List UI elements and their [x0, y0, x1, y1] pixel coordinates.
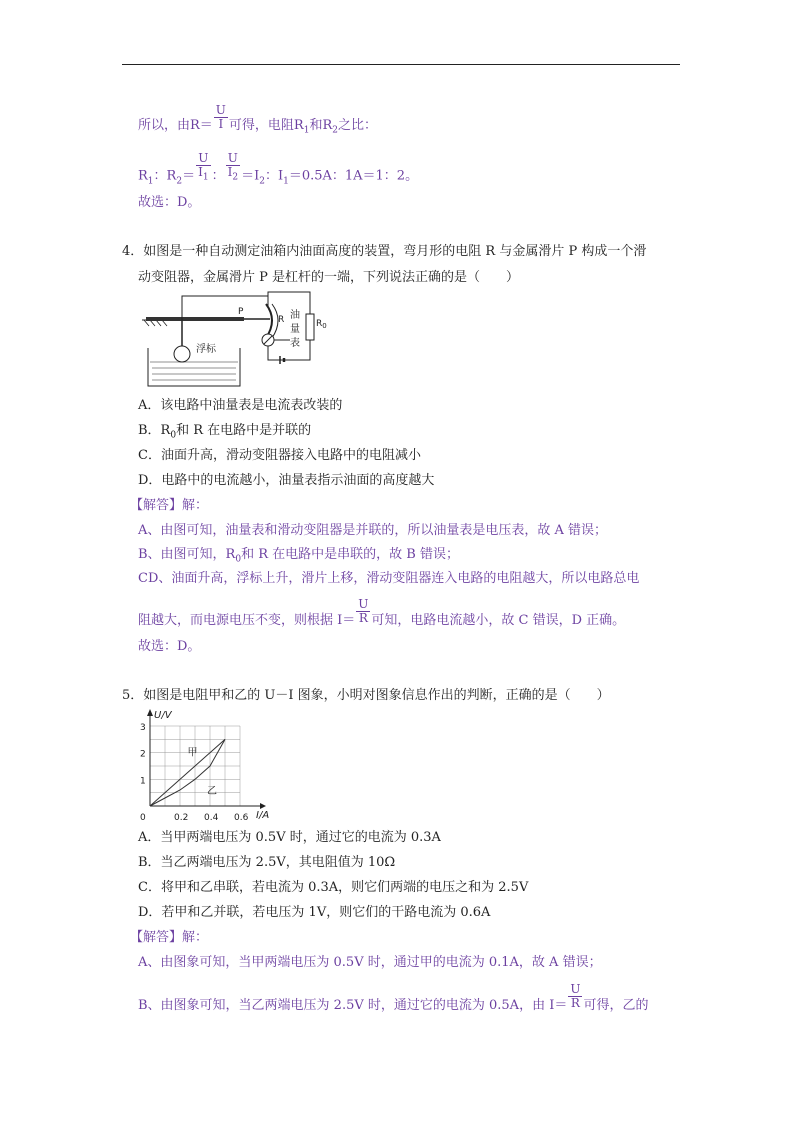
q4-option-d: D．电路中的电流越小，油量表指示油面的高度越大 [138, 473, 435, 488]
q5-option-b: B．当乙两端电压为 2.5V，其电阻值为 10Ω [138, 855, 396, 870]
q4-option-c: C．油面升高，滑动变阻器接入电路中的电阻减小 [138, 448, 421, 463]
meter-label-3: 表 [290, 338, 300, 349]
q4-answer-cd-line2: 阻越大，而电源电压不变，则根据 I＝ $\frac{U}{R}$ 可知，电路电流越小，故 C 错误，D 正确。 [138, 597, 626, 628]
meter-label-2: 量 [290, 324, 300, 335]
q4-answer-select: 故选：D。 [138, 639, 201, 654]
y-tick-label: 1 [140, 776, 146, 787]
q5-option-c: C．将甲和乙串联，若电流为 0.3A，则它们两端的电压之和为 2.5V [138, 880, 529, 895]
series-yi-label: 乙 [207, 786, 217, 797]
float-ball [174, 346, 190, 362]
x-tick-label: 0.2 [174, 813, 189, 823]
y-tick-label: 3 [140, 723, 146, 733]
meter-label-1: 油 [290, 310, 300, 321]
q5-answer-a: A、由图象可知，当甲两端电压为 0.5V 时，通过甲的电流为 0.1A，故 A 错误； [138, 955, 602, 970]
q4-answer-b: B、由图可知，$R_0$和 R 在电路中是串联的，故 B 错误； [138, 547, 459, 565]
resistor-label: R [278, 315, 285, 325]
x-tick-label: 0 [140, 813, 146, 823]
u-i-graph [138, 706, 288, 824]
x-axis-label: I/A [256, 810, 270, 821]
x-axis-arrow [260, 803, 266, 809]
q4-stem-line1: 4．如图是一种自动测定油箱内油面高度的装置，弯月形的电阻 R 与金属滑片 P 构成一个滑 [122, 244, 647, 259]
y-tick-label: 2 [140, 749, 146, 760]
sol3-line2: $R_1$：$R_2=$ $\frac{U}{I_1}$ ： $\frac{U}{I_2}$ $=I_2$：$I_1=0.5A$：1A＝1：2。 [138, 151, 419, 187]
circuit-frame [268, 292, 310, 360]
sol3-line1: 所以，由R＝ $\frac{U}{I}$ 可得，电阻$R_1$和$R_2$之比： [138, 103, 377, 136]
q5-option-d: D．若甲和乙并联，若电压为 1V，则它们的干路电流为 0.6A [138, 905, 491, 920]
q5-stem: 5．如图是电阻甲和乙的 U－I 图象，小明对图象信息作出的判断，正确的是（ ） [122, 688, 610, 703]
y-axis-label: U/V [154, 710, 172, 721]
q4-stem-line2: 动变阻器，金属滑片 P 是杠杆的一端，下列说法正确的是（ ） [138, 270, 520, 285]
q4-answer-cd-line1: CD、油面升高，浮标上升，滑片上移，滑动变阻器连入电路的电阻越大，所以电路总电 [138, 571, 640, 586]
r0-label: $R_0$ [316, 319, 327, 330]
float-label: 浮标 [196, 344, 216, 355]
oil-gauge-circuit-diagram [140, 290, 327, 390]
q4-answer-heading: 【解答】解： [130, 498, 209, 513]
q4-option-b: B．$R_0$和 R 在电路中是并联的 [138, 423, 312, 441]
q5-answer-heading: 【解答】解： [130, 930, 209, 945]
arc-resistor [266, 304, 272, 338]
q5-answer-b: B、由图象可知，当乙两端电压为 2.5V 时，通过它的电流为 0.5A，由 I＝ $\frac{U}{R}$ 可得，乙的 [138, 982, 649, 1013]
fixed-resistor-r0 [306, 314, 314, 340]
q4-answer-a: A、由图可知，油量表和滑动变阻器是并联的，所以油量表是电压表，故 A 错误； [138, 523, 608, 538]
lever [146, 317, 244, 321]
y-axis-arrow [147, 709, 153, 716]
oil-surface-lines [150, 362, 238, 380]
series-jia-label: 甲 [187, 747, 198, 759]
sol3-line3: 故选：D。 [138, 195, 201, 210]
x-tick-label: 0.6 [234, 813, 249, 823]
header-rule [122, 64, 680, 65]
slider-label: P [238, 307, 244, 317]
q4-option-a: A．该电路中油量表是电流表改装的 [138, 398, 343, 413]
q5-option-a: A．当甲两端电压为 0.5V 时，通过它的电流为 0.3A [138, 830, 441, 845]
x-tick-label: 0.4 [204, 813, 219, 823]
